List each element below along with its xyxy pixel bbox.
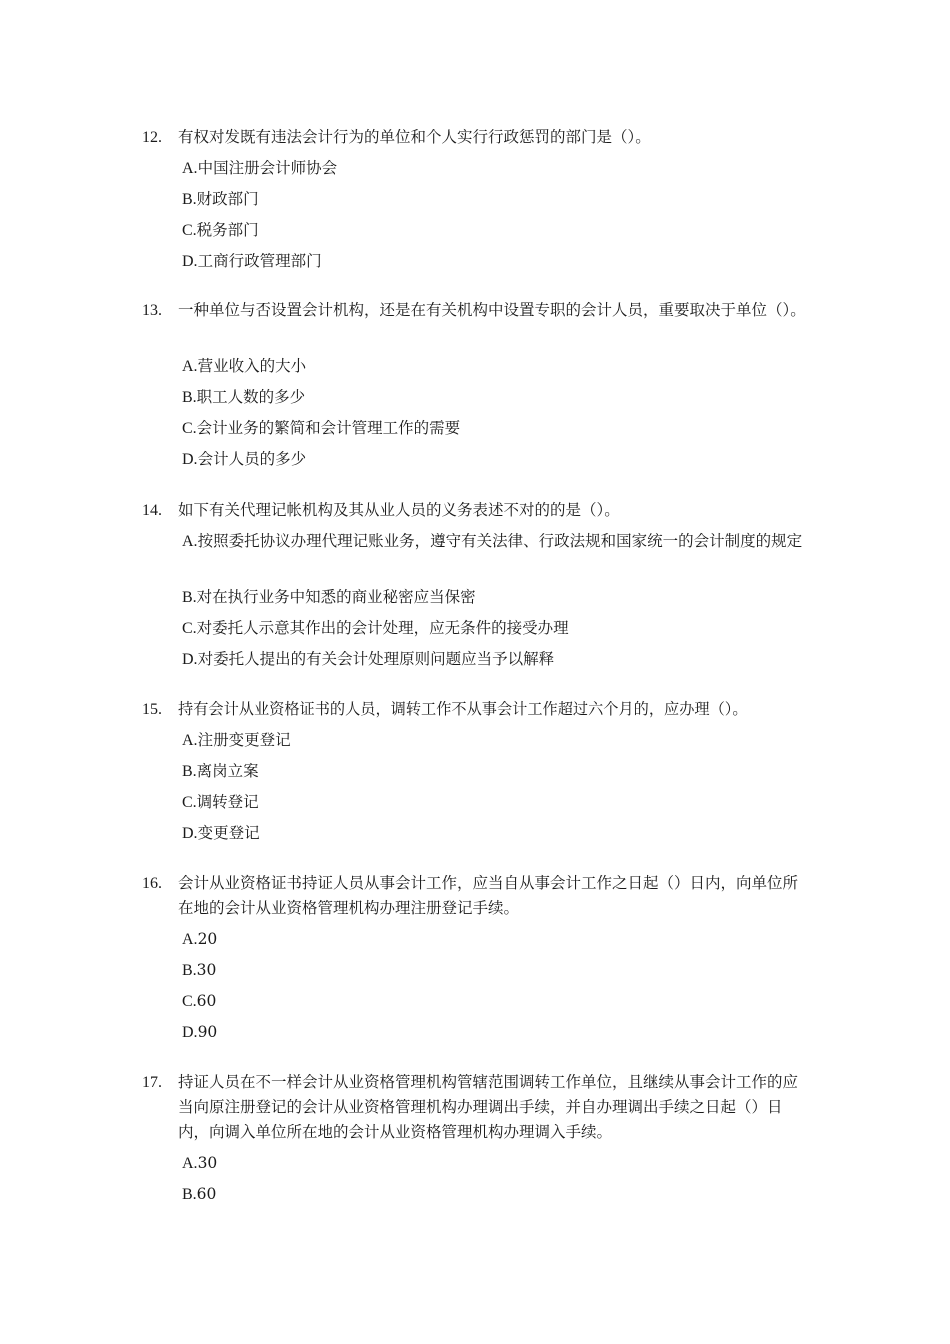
option-c: C.60 [182, 992, 217, 1010]
option-c: C.税务部门 [182, 221, 259, 239]
question-number: 13. [142, 302, 162, 319]
question-number: 16. [142, 875, 162, 892]
option-b: B.财政部门 [182, 190, 259, 208]
question-number: 12. [142, 129, 162, 146]
question-text: 有权对发既有违法会计行为的单位和个人实行行政惩罚的部门是（）。 [178, 128, 651, 146]
option-list [182, 529, 808, 678]
option-c: C.对委托人示意其作出的会计处理，应无条件的接受办理 [182, 619, 569, 637]
option-a: A.营业收入的大小 [182, 357, 307, 375]
option-a: A.按照委托协议办理代理记账业务，遵守有关法律、行政法规和国家统一的会计制度的规定 [182, 532, 803, 550]
option-a: A.30 [182, 1154, 218, 1172]
option-d: D.90 [182, 1023, 218, 1041]
option-d: D.会计人员的多少 [182, 450, 307, 468]
option-a: A.注册变更登记 [182, 731, 291, 749]
question-number: 14. [142, 502, 162, 519]
option-b: B.对在执行业务中知悉的商业秘密应当保密 [182, 588, 476, 606]
option-c: C.调转登记 [182, 793, 259, 811]
option-list [182, 354, 808, 478]
option-list [182, 1151, 808, 1213]
option-b: B.60 [182, 1185, 217, 1203]
option-b: B.离岗立案 [182, 762, 259, 780]
option-a: A.中国注册会计师协会 [182, 159, 338, 177]
option-b: B.30 [182, 961, 217, 979]
option-list [182, 156, 808, 280]
option-d: D.变更登记 [182, 824, 260, 842]
option-d: D.工商行政管理部门 [182, 252, 322, 270]
question-text: 持有会计从业资格证书的人员，调转工作不从事会计工作超过六个月的，应办理（）。 [178, 700, 748, 718]
option-list [182, 927, 808, 1051]
question-text: 会计从业资格证书持证人员从事会计工作，应当自从事会计工作之日起（）日内，向单位所在地的会计从业资格管理机构办理注册登记手续。 [178, 874, 799, 917]
option-c: C.会计业务的繁简和会计管理工作的需要 [182, 419, 461, 437]
option-list [182, 728, 808, 852]
option-b: B.职工人数的多少 [182, 388, 306, 406]
option-a: A.20 [182, 930, 218, 948]
question-text: 一种单位与否设置会计机构，还是在有关机构中设置专职的会计人员，重要取决于单位（）。 [178, 301, 806, 319]
question-number: 15. [142, 701, 162, 718]
option-d: D.对委托人提出的有关会计处理原则问题应当予以解释 [182, 650, 555, 668]
question-text: 如下有关代理记帐机构及其从业人员的义务表述不对的的是（）。 [178, 501, 620, 519]
question-text: 持证人员在不一样会计从业资格管理机构管辖范围调转工作单位，且继续从事会计工作的应当向原注册登记的会计从业资格管理机构办理调出手续，并自办理调出手续之日起（）日内，向调入单位所在地的会计从业资格管理机构办理调入手续。 [178, 1073, 799, 1141]
question-number: 17. [142, 1074, 162, 1091]
